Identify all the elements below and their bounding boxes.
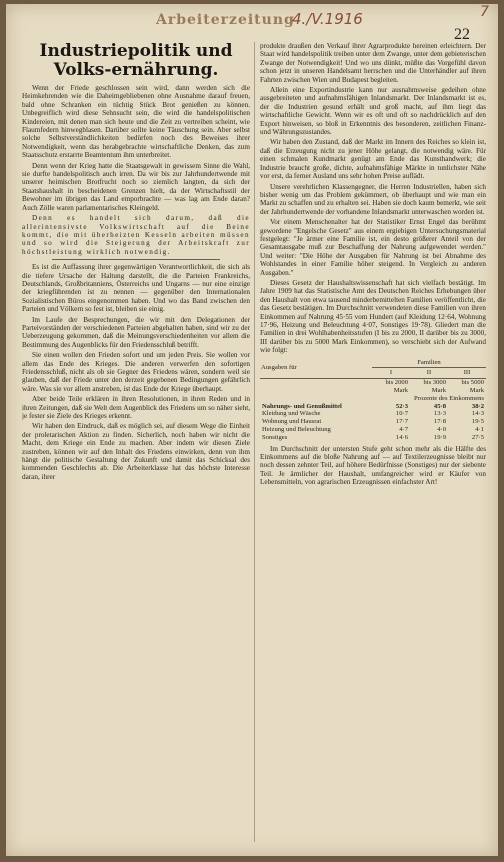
table-cell: 27·5 (471, 433, 484, 441)
column-header: II (410, 368, 448, 379)
section-divider (52, 259, 220, 260)
table-cell: 52·3 (395, 402, 408, 410)
row-label: Wohnung und Hausrat (262, 418, 322, 426)
table-cell: 19·5 (471, 418, 484, 426)
article-headline: Industriepolitik und Volks-ernährung. (39, 42, 233, 80)
table-unit-line: Prozente des Einkommens (414, 394, 484, 402)
table-row (260, 403, 486, 411)
table-cell: 13·3 (433, 410, 446, 418)
table-cell: 10·7 (395, 410, 408, 418)
paragraph: Dieses Gesetz der Haushaltswissenschaft hat sich vielfach bestätigt. Im Jahre 1909 hat das Statistische Amt des Deutschen Reiches Erhebungen über den Haushalt von etwa tausend minderbemittelten Familien veröffentlicht, die das Gesetz bestätigen. Im Durchschnitt verwendeten diese Familien von ihren Einkommen auf Nahrung 45·55 vom Hundert (auf Kleidung 12·64, Wohnung 17·96, Heizung und Beleuchtung 4·07, Sonstiges 19·78). Gliedert man die Familien in drei Wohlhabenheitsstufen (I bis zu 2000, II darüber bis zu 3000, III darüber bis zu 5000 Mark Einkommen), so verschiebt sich der Aufwand wie folgt: (260, 278, 486, 355)
paragraph: Allein eine Exportindustrie kann nur ausnahmsweise gedeihen ohne ausgebreiteten und aufnahmsfähigen Inlandsmarkt. Der Inlandsmarkt ist es, der die Industrien gesund erhält und groß macht, auf ihm liegt das wirtschaftliche Gewicht. Wenn wir es oft und oft so nachdrücklich auf den Export hinweisen, so bloß in Erkenntnis des besonderen, zeitlichen Finanz- und Währungszustandes. (260, 86, 486, 137)
newspaper-clipping (6, 4, 498, 856)
newspaper-name: Arbeiterzeitung (156, 12, 295, 28)
table-row (260, 426, 486, 434)
table-cell: 4·1 (475, 426, 484, 433)
corner-mark: 7 (480, 4, 489, 20)
row-label: Heizung und Beleuchtung (262, 426, 331, 433)
row-label: Kleidung und Wäsche (262, 410, 321, 418)
left-column (22, 42, 250, 842)
table-cell: 19·9 (433, 433, 446, 441)
paragraph: Unsere verehrlichen Klassengegner, die Herren Industriellen, haben sich bisher wenig um das Problem gekümmert, ob überhaupt und wie man ein Markt zu schaffen und zu erhalten sei. Haben sie doch kaum bemerkt, wie seit der Jahrhundertwende der vorhandene Inlandsmarkt unterwaschen worden ist. (260, 182, 486, 216)
table-cell: 4·0 (437, 426, 446, 433)
table-cell: 38·2 (471, 402, 484, 410)
paragraph: Wenn der Friede geschlossen sein wird, dann werden sich die Heimkehrenden wie die Daheimgebliebenen ohne Ausnahme darauf freuen, bald ohne Schranken ein tüchtig Stück Brot genießen zu können. Unbegreiflich wird diese Sehnsucht sein, die wird die handelspolitischen Kindereien, mit denen man sich heute und die Zeit zu vertreiben scheint, wie Flaumfedern hinwegblasen. Darüber sollte keine Täuschung sein. Aber selbst solche Selbstverständlichkeiten bedürfen noch des Beweises ihrer Notwendigkeit, wenn das herabgebrachte wirtschaftliche Denken, das zum Staatsschutz erstarrte Beamtentum ihm unterbreitet. (22, 84, 250, 160)
paragraph: Denn wenn der Krieg hatte die Staatsgewalt in gewissem Sinne die Wahl, sie durfte handelspolitisch auch irren. Da wir bis zur Jahrhundertwende mit unserer heimischen Brotfrucht noch so ziemlich langten, da sich der Staatshaushalt in bescheidenen Grenzen hielt, da der Wirtschaftsstil der Bewohner im übrigen das Land emporbrachte — was lag am Ende daran? Auch Zölle waren parlamentarisches Kleingeld. (22, 161, 250, 212)
table-cell: 14·6 (395, 433, 408, 441)
row-label: Sonstiges (262, 433, 288, 441)
table-group-header: Familien (372, 358, 486, 368)
paragraph: produkte draußen den Verkauf ihrer Agrarprodukte hereinen erleichtern. Der Staat wird handelspolitik treiben unter dem Zwange, unter dem gebieterischen Zwange der Notwendigkeit! Und wo uns dünkt, müßte das Vorgefühl davon schon jetzt in unseren Handelsamt herrschen und die Unterhändler auf ihren Fahrten zwischen Wien und Budapest begleiten. (260, 42, 486, 84)
column-header: III (448, 368, 486, 379)
paragraph: Im Laufe der Besprechungen, die wir mit den Delegationen der Parteivorständen der verschiedenen Parteien abgehalten haben, sind wir zu der Ueberzeugung gekommen, daß die Meinungsverschiedenheiten vor allem die Bestimmung des Augenblicks für den Friedensschluß betrifft. (22, 315, 250, 349)
table-row (260, 410, 486, 418)
table-cell: 45·8 (433, 402, 446, 410)
table-caption: Ausgaben für (260, 358, 372, 379)
paragraph: Im Durchschnitt der untersten Stufe geht schon mehr als die Hälfte des Einkommens auf die bloße Nahrung auf — auf Textilerzeugnisse bleibt nur noch dessen zehnter Teil, auf höhere Bedürfnisse (Sonstiges) nur der siebente Teil. Je ärmlicher der Haushalt, umfangreicher wird er Käufer von Lebensmitteln, von agrarischen Erzeugnissen einfachster Art! (260, 444, 486, 487)
paragraph: Denn es handelt sich darum, daß die allerintensivste Volkswirtschaft auf die Beine kommt, die mit überheizten Kesseln arbeiten müssen und so wird die Steigerung der Arbeitskraft zur höchstleistung wirklich notwendig. (22, 214, 250, 256)
column-header: I (372, 368, 410, 379)
table-cell: 14·3 (471, 410, 484, 418)
table-cell: 17·8 (433, 418, 446, 426)
paragraph: Vor einem Menschenalter hat der Statistiker Ernst Engel das berühmt gewordene "Engelsche Gesetz" aus einem ergiebigen Untersuchungsmaterial festgelegt: "Je ärmer eine Familie ist, ein desto größerer Anteil von der Gesamtausgabe muß zur Beschaffung der Nahrung aufgewendet werden." Und weiter: "Die Höhe der Ausgaben für Nahrung ist bei Abnahme des Wohlstandes in einer Familie höher steigend. In Vergleich zu anderen Ausgaben." (260, 218, 486, 277)
column-subheader: bis 3000 Mark (423, 379, 446, 395)
paragraph: Aber beide Teile erklären in ihren Resolutionen, in ihren Reden und in ihren Zeitungen, daß sie Welt dem Augenblick des Friedens um so näher sieht, je fester sie Ziele des Krieges erkennt. (22, 395, 250, 421)
handwritten-date: 4./V.1916 (292, 10, 363, 28)
column-divider (254, 42, 255, 842)
column-subheader: bis 2000 Mark (385, 379, 408, 395)
paragraph: Wir haben den Zustand, daß der Markt im Innern des Reiches so klein ist, daß die Erzeugung nicht zu jener Höhe gelangt, die notwendig wäre. Für einen schmalen Kundmarkt genügt am Ende das Kunsthandwerk; die Industrie braucht große, dichte, aufnahmsfähige Märkte in tunlichster Nähe vor erst, da ferner Ausland uns sehr hohen Preise auflädt. (260, 138, 486, 181)
paragraph: Es ist die Auffassung ihrer gegenwärtigen Verantwortlichkeit, die sich als die tiefere Ursache der Haltung darstellt, die die Parteien Frankreichs, Deutschlands, Großbritanniens, Österreichs und Ungarns — nur eine einzige der kriegführenden ist zu nennen — gegenüber den Internationalen Sozialistischen Büros eingenommen haben. Und wo das Band zwischen den Parteien und Völkern so fest ist, bleiben sie einig. (22, 263, 250, 314)
row-label: Nahrungs- und Genußmittel (262, 402, 342, 410)
right-column (260, 42, 486, 842)
table-cell: 17·7 (395, 418, 408, 426)
paragraph: Sie einen wollen den Frieden sofort und um jeden Preis. Sie wollen vor allem das Ende des Krieges. Die anderen verwerfen den sofortigen Friedensschluß, nicht als ob sie Gegner des Friedens wären, sondern weil sie glauben, daß der Friede unter den derzeit gegebenen Bedingungen gefährlich wäre. Was sie vor allem anstreben, ist das Ende der Kriege überhaupt. (22, 351, 250, 393)
household-spending-table (260, 358, 486, 442)
column-subheader: bis 5000 Mark (461, 379, 484, 395)
table-cell: 4·7 (399, 426, 408, 433)
paragraph: Wir haben den Eindruck, daß es möglich sei, auf diesem Wege die Einheit der proletarischen Aktion zu finden. Sicherlich, noch haben wir nicht die Macht, dem Kriege ein Ende zu machen. Aber indem wir diesen Ziele zustreben, können wir auf den Inhalt des Friedens einwirken, denn von ihm hängt die politische Gestaltung der Zukunft und damit das Schicksal des kommenden Geschlechts ab. Die Arbeiterklasse hat das höchste Interesse daran, ihrer (22, 422, 250, 481)
table-row (260, 418, 486, 426)
table-row (260, 434, 486, 442)
page-number: 22 (454, 26, 470, 43)
